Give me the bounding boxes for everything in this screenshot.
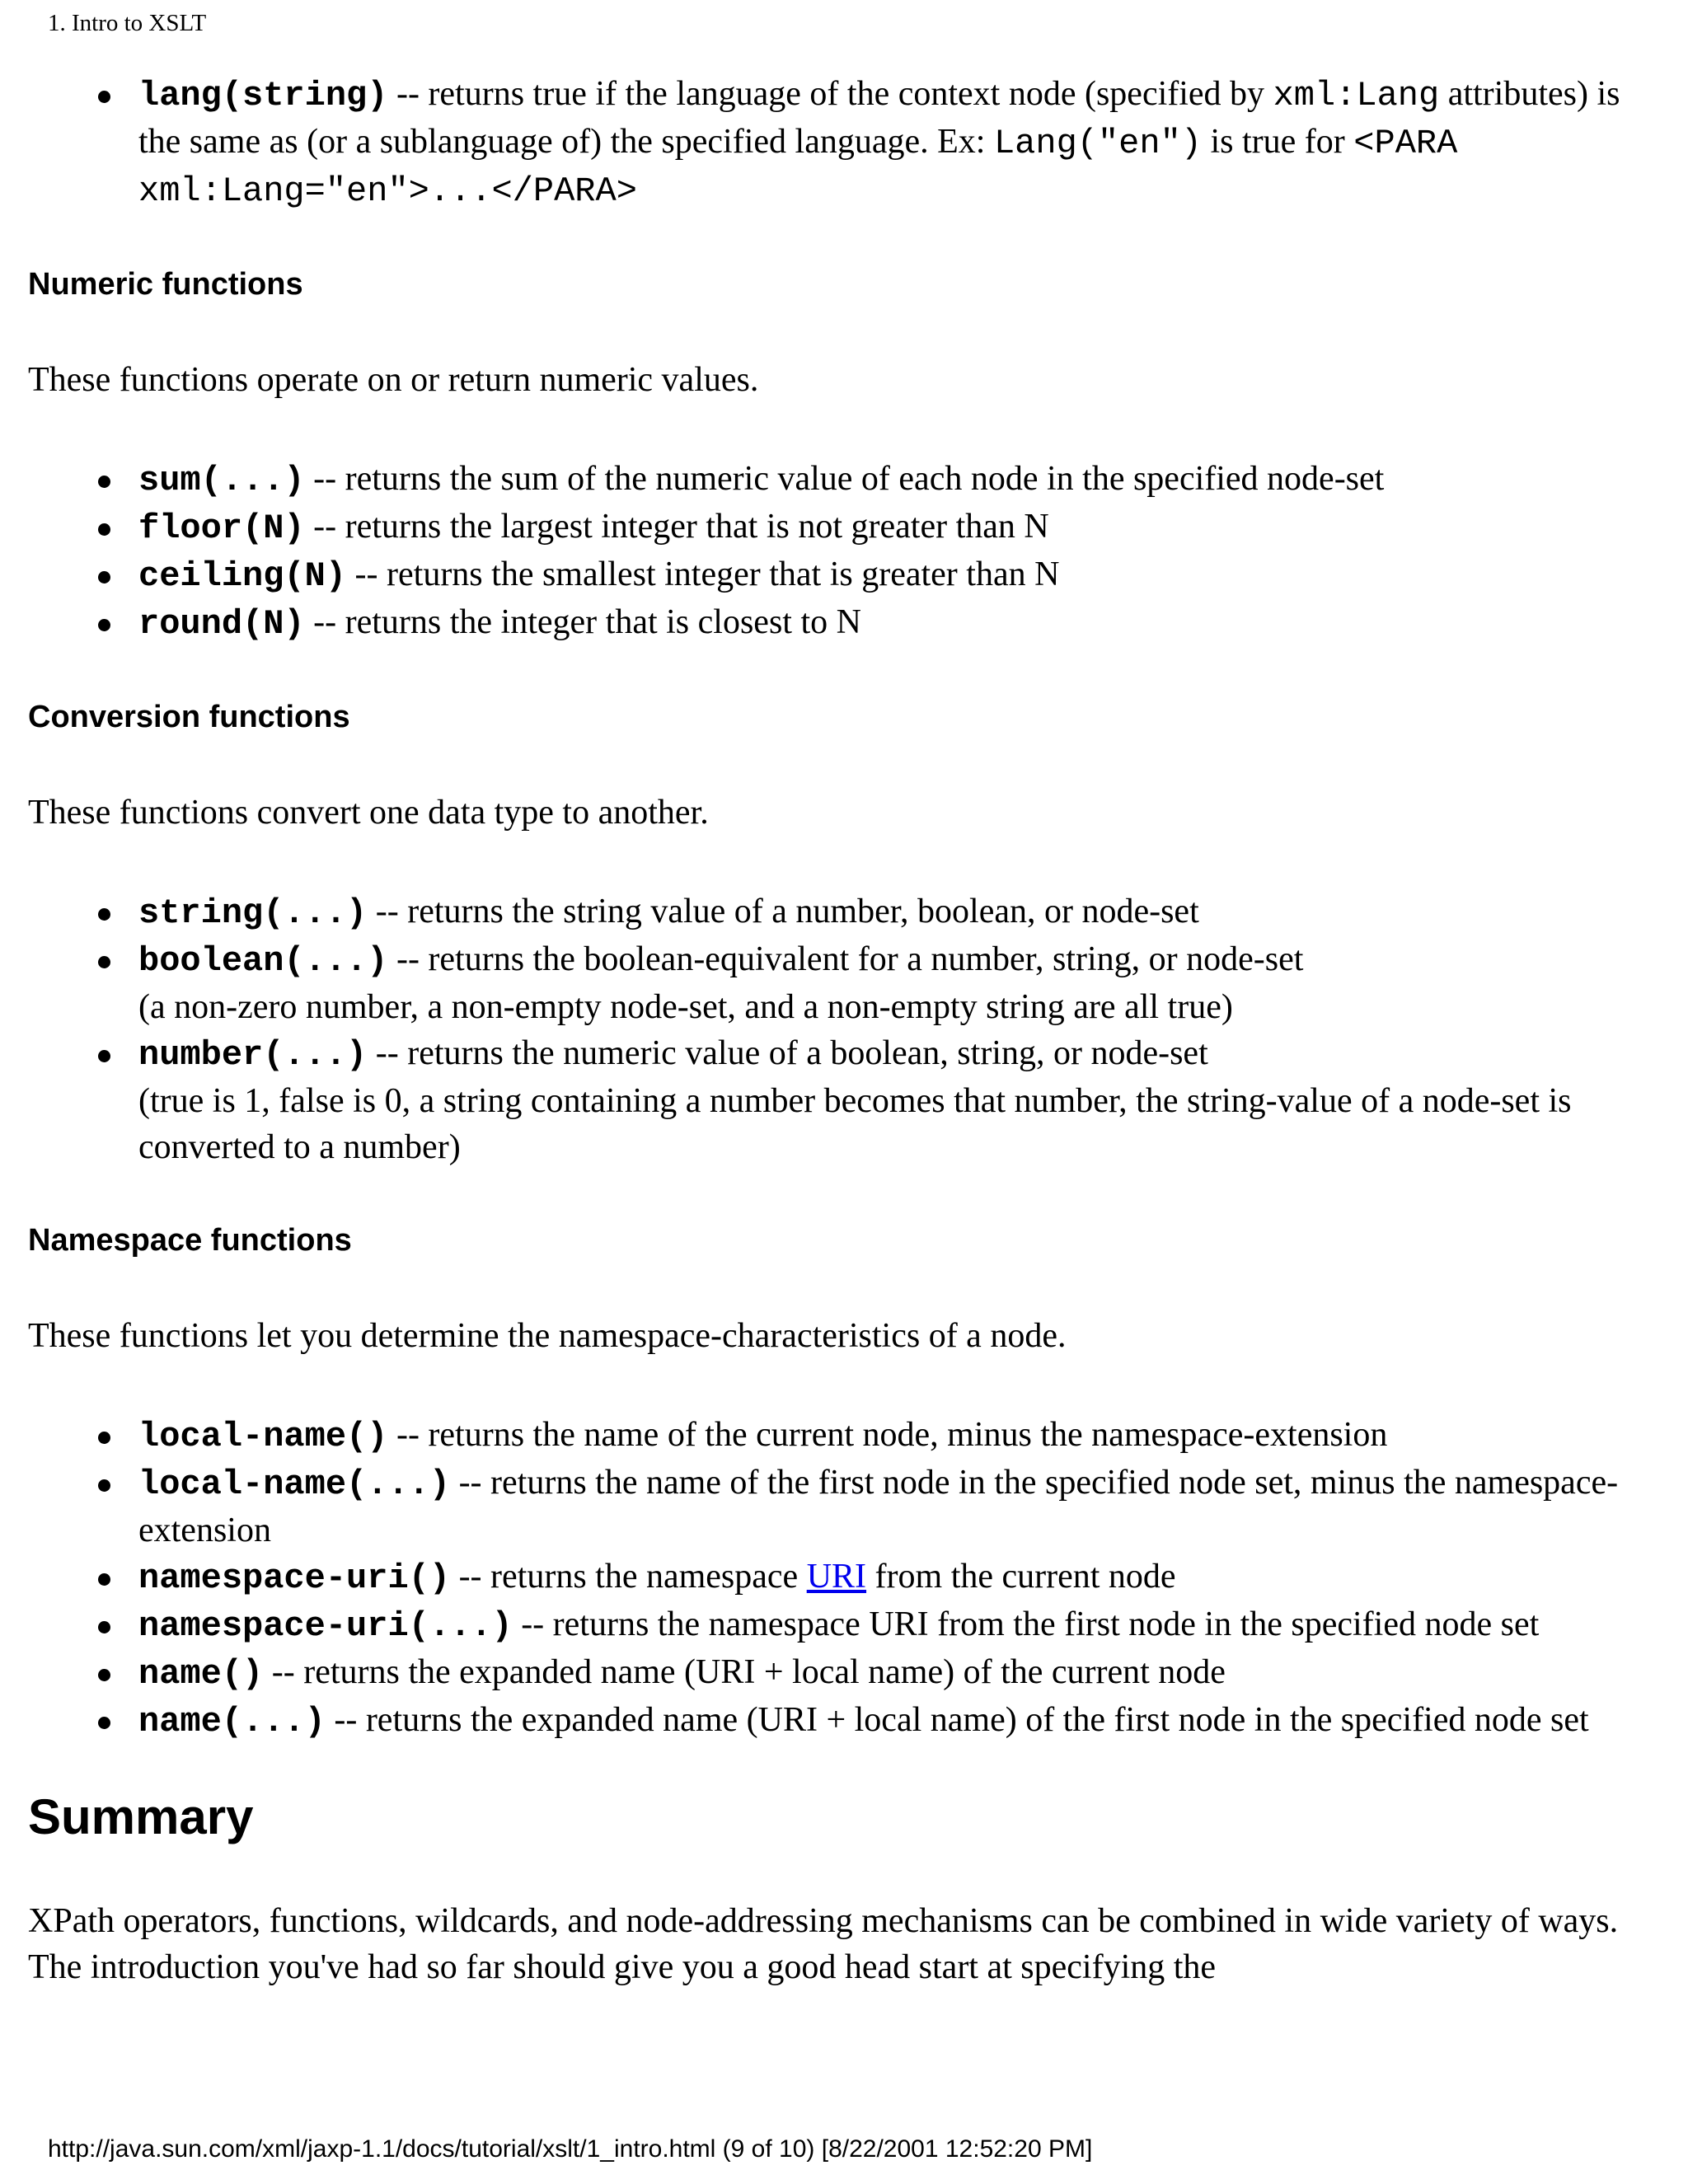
- function-name: namespace-uri(...): [138, 1606, 513, 1646]
- page-header: 1. Intro to XSLT: [48, 10, 207, 36]
- item-text: -- returns the integer that is closest to N: [304, 603, 861, 641]
- uri-link[interactable]: URI: [806, 1558, 867, 1596]
- code-text: xml:Lang: [1273, 76, 1440, 115]
- namespace-heading: Namespace functions: [28, 1223, 352, 1258]
- function-name: boolean(...): [138, 941, 388, 981]
- list-item: [138, 888, 1663, 936]
- list-item: [138, 1649, 1663, 1697]
- item-text: attributes) is the same as (or a sublanguage of) the specified language. Ex:: [138, 75, 1620, 161]
- page-content: [28, 71, 1663, 1990]
- list-item: [138, 1601, 1663, 1649]
- item-text: -- returns the sum of the numeric value of each node in the specified node-set: [304, 460, 1385, 498]
- list-item: [138, 1030, 1663, 1170]
- item-text: -- returns true if the language of the context node (specified by: [387, 75, 1273, 113]
- numeric-heading: Numeric functions: [28, 267, 303, 302]
- conversion-list: [28, 888, 1663, 1170]
- numeric-list: [28, 456, 1663, 647]
- list-item: [138, 599, 1663, 647]
- function-name: round(N): [138, 604, 305, 644]
- item-text: from the current node: [866, 1558, 1176, 1596]
- summary-text: XPath operators, functions, wildcards, and node-addressing mechanisms can be combined in wide variety of ways. The introduction you've had so far should give you a good head start at specifying the: [28, 1902, 1619, 1986]
- function-name: lang(string): [138, 76, 388, 115]
- list-item: [138, 1554, 1663, 1601]
- item-text: -- returns the string value of a number, boolean, or node-set: [367, 893, 1199, 930]
- function-name: name(): [138, 1654, 264, 1694]
- item-text: -- returns the expanded name (URI + local name) of the first node in the specified node set: [325, 1701, 1589, 1739]
- numeric-intro: These functions operate on or return numeric values.: [28, 361, 759, 399]
- list-item: [138, 551, 1663, 599]
- item-note: (a non-zero number, a non-empty node-set, and a non-empty string are all true): [138, 988, 1233, 1026]
- function-name: name(...): [138, 1702, 326, 1741]
- list-item: [138, 1697, 1663, 1745]
- item-text: -- returns the name of the first node in the specified node set, minus the namespace-extension: [138, 1464, 1619, 1549]
- namespace-intro: These functions let you determine the namespace-characteristics of a node.: [28, 1317, 1067, 1355]
- item-text: is true for: [1202, 123, 1354, 161]
- item-text: -- returns the numeric value of a boolean, string, or node-set: [367, 1034, 1208, 1072]
- list-item: [138, 936, 1663, 1030]
- conversion-intro: These functions convert one data type to another.: [28, 794, 709, 832]
- function-name: sum(...): [138, 461, 305, 500]
- item-text: -- returns the smallest integer that is greater than N: [346, 555, 1060, 593]
- lang-list: [28, 71, 1663, 214]
- list-item: [138, 71, 1663, 214]
- list-item: [138, 456, 1663, 504]
- page-footer: http://java.sun.com/xml/jaxp-1.1/docs/tutorial/xslt/1_intro.html (9 of 10) [8/22/2001 12:52:20 PM]: [48, 2135, 1093, 2163]
- list-item: [138, 1412, 1663, 1460]
- function-name: string(...): [138, 893, 368, 933]
- item-text: -- returns the boolean-equivalent for a number, string, or node-set: [387, 940, 1304, 978]
- item-text: -- returns the largest integer that is not greater than N: [304, 508, 1049, 546]
- namespace-list: [28, 1412, 1663, 1745]
- list-item: [138, 1460, 1663, 1554]
- list-item: [138, 504, 1663, 551]
- function-name: local-name(...): [138, 1465, 451, 1504]
- function-name: floor(N): [138, 509, 305, 548]
- item-text: -- returns the name of the current node, minus the namespace-extension: [387, 1416, 1388, 1454]
- function-name: number(...): [138, 1035, 368, 1075]
- item-text: -- returns the expanded name (URI + local name) of the current node: [263, 1653, 1226, 1691]
- function-name: local-name(): [138, 1417, 388, 1456]
- conversion-heading: Conversion functions: [28, 700, 350, 734]
- summary-heading: Summary: [28, 1789, 254, 1844]
- item-text: -- returns the namespace URI from the first node in the specified node set: [512, 1605, 1540, 1643]
- code-text: <PARA xml:Lang="en">...</PARA>: [138, 124, 1458, 211]
- item-note: (true is 1, false is 0, a string containing a number becomes that number, the string-value of a node-set is converted to a number): [138, 1082, 1572, 1166]
- item-text: -- returns the namespace: [450, 1558, 807, 1596]
- code-text: Lang("en"): [993, 124, 1202, 163]
- function-name: ceiling(N): [138, 556, 347, 596]
- function-name: namespace-uri(): [138, 1558, 451, 1598]
